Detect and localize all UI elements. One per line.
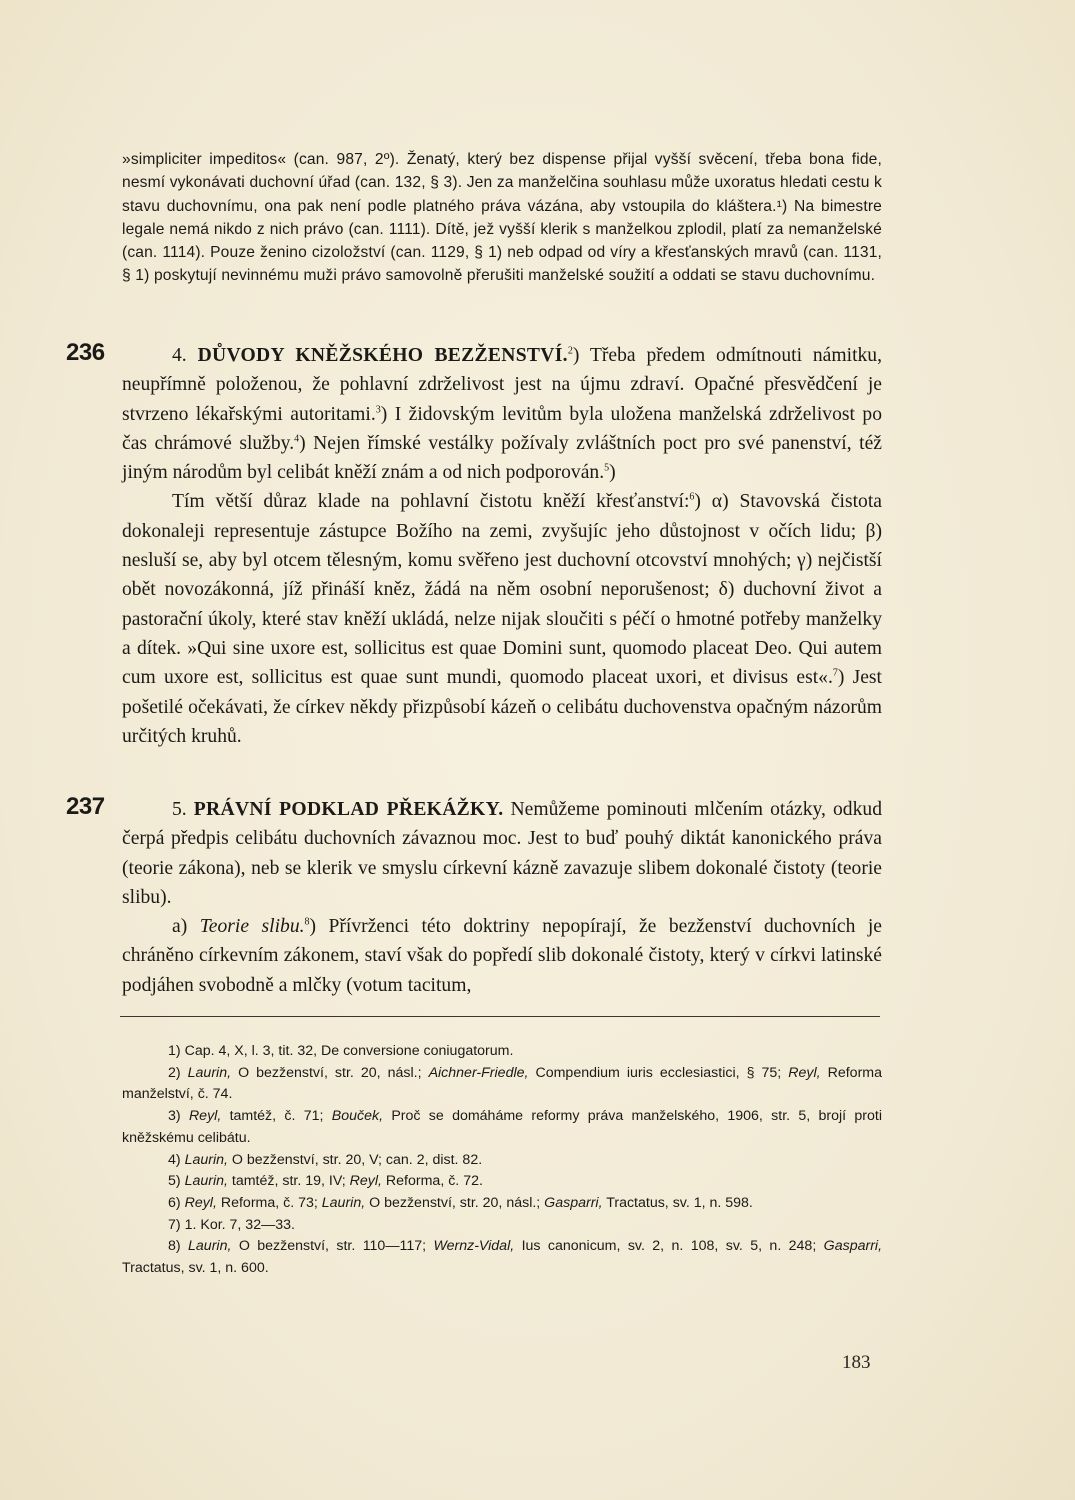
footnote-author: Laurin,	[187, 1064, 232, 1081]
footnote-author: Laurin,	[184, 1151, 228, 1168]
section-4	[122, 341, 882, 751]
footnote-author: Laurin,	[184, 1173, 228, 1190]
footnote-text: Tractatus, sv. 1, n. 598.	[602, 1194, 753, 1211]
footnote-author: Reyl,	[788, 1064, 821, 1081]
footnote	[122, 1215, 882, 1237]
section-5-number: 5.	[172, 799, 187, 820]
footnote-text: Reforma, č. 73;	[216, 1194, 322, 1211]
footnote-author: Bouček,	[331, 1108, 384, 1125]
section-5-heading: PRÁVNÍ PODKLAD PŘEKÁŽKY.	[193, 799, 504, 820]
section-5-text: ) Přívrženci této doktriny nepopírají, že bezženství duchovních je chráněno církevním zákonem, staví však do popředí slib dokonalé čistoty, který v církvi latinské podjáhen svobodně a mlčky (votum tacitum,	[122, 916, 883, 996]
footnote-mark: 1)	[168, 1043, 181, 1059]
footnote-mark: 8)	[168, 1238, 181, 1255]
section-5	[122, 795, 882, 1000]
section-4-number: 4.	[172, 345, 187, 366]
paragraph-top: »simpliciter impeditos« (can. 987, 2º). Ženatý, který bez dispense přijal vyšší svěcení, třeba bona fide, nesmí vykonávati duchovní úřad (can. 132, § 3). Jen za manželčina souhlasu může uxoratus hledati cestu k stavu duchovnímu, ona pak není podle platného práva vázána, aby vstoupila do kláštera.¹) Na bimestre legale nemá nikdo z nich právo (can. 1111). Dítě, jež vyšší klerik s manželkou zplodil, platí za nemanželské (can. 1114). Pouze ženino cizoložství (can. 1129, § 1) neb odpad od víry a křesťanských mravů (can. 1131, § 1) poskytují nevinnému muži právo samovolně přerušiti manželské soužití a oddati se stavu duchovnímu.	[122, 151, 882, 285]
section-5-paragraph-2	[122, 912, 882, 1000]
footnote	[122, 1063, 882, 1106]
footnote	[122, 1150, 882, 1172]
footnote-author: Laurin,	[321, 1194, 366, 1211]
footnote-ref: 3	[375, 404, 381, 416]
footnote	[122, 1193, 882, 1215]
footnote-mark: 7)	[168, 1216, 181, 1233]
footnote	[122, 1041, 882, 1063]
footnote-text: tamtéž, str. 19, IV;	[227, 1173, 350, 1190]
section-5-paragraph-1	[122, 795, 882, 912]
section-4-text: ) Jest pošetilé očekávati, že církev někdy přizpůsobí kázeň o celibátu duchovenstva opačným názorům určitých kruhů.	[122, 667, 882, 747]
footnote-mark: 4)	[168, 1151, 181, 1168]
footnote-text: 1. Kor. 7, 32—33.	[184, 1216, 295, 1233]
footnote-author: Reyl,	[188, 1108, 222, 1125]
footnote-mark: 6)	[168, 1194, 181, 1211]
footnote-mark: 5)	[168, 1173, 181, 1190]
section-4-text: ) Nejen římské vestálky požívaly zvláštních poct pro své panenství, též jiným národům byl celibát kněží znám a od nich podporován.	[122, 432, 883, 484]
footnote-text: Cap. 4, X, l. 3, tit. 32, De conversione coniugatorum.	[184, 1043, 514, 1059]
footnote-text: O bezženství, str. 110—117;	[231, 1238, 434, 1255]
footnote-mark: 3)	[168, 1108, 181, 1125]
footnote-text: Ius canonicum, sv. 2, n. 108, sv. 5, n. 248;	[514, 1238, 824, 1255]
footnote	[122, 1171, 882, 1193]
footnote-text: Tractatus, sv. 1, n. 600.	[122, 1260, 269, 1277]
footnote	[122, 1106, 882, 1149]
section-4-text: ) α) Stavovská čistota dokonaleji representuje zástupce Božího na zemi, zvyšujíc jeho důstojnost v očích lidu; β) nesluší se, aby byl otcem tělesným, komu svěřeno jest duchovní otcovství mnohých; γ) nejčistší obět novozákonná, jíž přináší kněz, žádá na něm osobní neporušenost; δ) duchovní život a pastorační úkoly, které stav kněží ukládá, nelze nijak sloučiti s péčí o hmotné potřeby manželky a dítek. »Qui sine uxore est, sollicitus est quae Domini sunt, quomodo placeat Deo. Qui autem cum uxore est, sollicitus est quae sunt mundi, quomodo placeat uxori, et divisus est«.	[122, 491, 882, 689]
subsection-a-title: Teorie slibu.	[199, 916, 305, 938]
footnote-author: Wernz-Vidal,	[433, 1238, 515, 1255]
footnote-author: Aichner-Friedle,	[428, 1064, 529, 1081]
footnote-text: Reforma manželství, č. 74.	[122, 1064, 883, 1103]
footnote-text: Compendium iuris ecclesiastici, § 75;	[528, 1064, 789, 1081]
footnote-divider	[120, 1016, 880, 1017]
margin-number-236: 236	[66, 339, 105, 366]
margin-number-237: 237	[66, 793, 105, 820]
footnote-ref: 7	[832, 667, 838, 679]
footnote-text: Reforma, č. 72.	[381, 1173, 483, 1190]
footnote-text: O bezženství, str. 20, V; can. 2, dist. 82.	[227, 1151, 483, 1168]
footnote-ref: 8	[304, 916, 310, 928]
section-5-text: Nemůžeme pominouti mlčením otázky, odkud čerpá předpis celibátu duchovních závaznou moc. Jest to buď pouhý diktát kanonického práva (teorie zákona), neb se klerik ve smyslu církevní kázně zavazuje slibem dokonalé čistoty (teorie slibu).	[122, 799, 882, 908]
section-4-text: )	[609, 462, 616, 484]
footnote-ref: 2	[567, 345, 573, 357]
footnote-text: O bezženství, str. 20, násl.;	[365, 1194, 545, 1211]
section-4-paragraph-1	[122, 341, 882, 487]
section-4-text: ) I židovským levitům byla uložena manželská zdrželivost po čas chrámové služby.	[122, 403, 882, 454]
page-number: 183	[842, 1352, 871, 1373]
footnote-ref: 6	[689, 491, 695, 503]
footnote-ref: 5	[604, 462, 610, 474]
footnote-author: Reyl,	[184, 1194, 217, 1211]
footnote-author: Laurin,	[188, 1238, 232, 1255]
footnote-text: O bezženství, str. 20, násl.;	[231, 1064, 429, 1081]
footnote-text: Proč se domáháme reformy práva manželského, 1906, str. 5, brojí proti kněžskému celibátu.	[122, 1108, 883, 1146]
footnotes	[122, 1041, 882, 1280]
subsection-a-label: a)	[172, 916, 188, 938]
footnote	[122, 1236, 882, 1279]
footnote-author: Reyl,	[349, 1173, 382, 1190]
footnote-author: Gasparri,	[544, 1194, 603, 1211]
footnote-mark: 2)	[168, 1064, 181, 1081]
footnote-author: Gasparri,	[823, 1238, 883, 1255]
footnote-text: tamtéž, č. 71;	[221, 1108, 332, 1125]
section-4-heading: DŮVODY KNĚŽSKÉHO BEZŽENSTVÍ.	[197, 345, 568, 366]
footnote-ref: 4	[294, 433, 300, 445]
section-4-text: Tím větší důraz klade na pohlavní čistotu kněží křesťanství:	[172, 491, 690, 513]
section-4-text: ) Třeba předem odmítnouti námitku, neupřímně položenou, že pohlavní zdrželivost jest na újmu zdraví. Opačné přesvědčení je stvrzeno lékařskými autoritami.	[122, 345, 883, 425]
section-4-paragraph-2	[122, 487, 882, 751]
